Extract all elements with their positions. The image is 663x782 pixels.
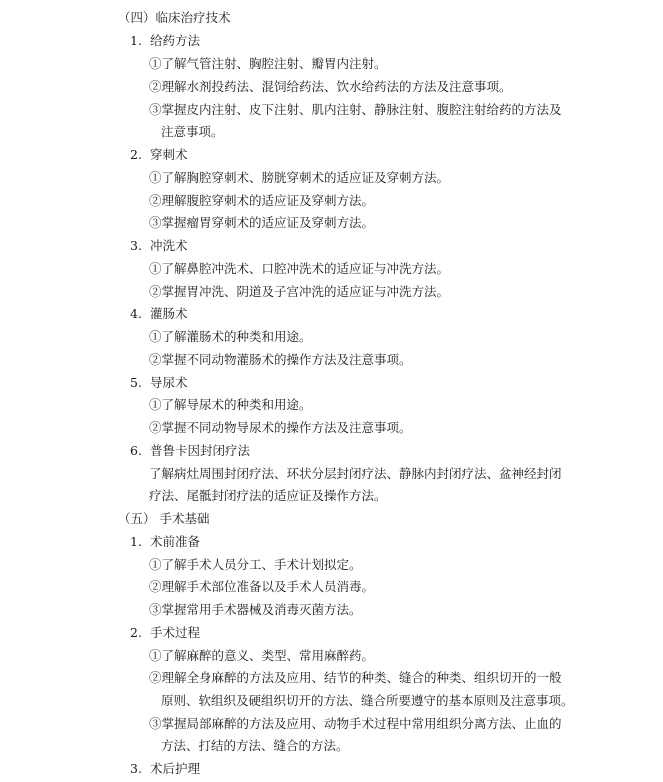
subsection-number: 2. [130,625,142,640]
list-item: ③掌握瘤胃穿刺术的适应证及穿刺方法。 [149,215,375,230]
list-item: ②理解腹腔穿刺术的适应证及穿刺方法。 [149,193,375,208]
list-item: ①了解鼻腔冲洗术、口腔冲洗术的适应证与冲洗方法。 [149,261,450,276]
list-item: ①了解导尿术的种类和用途。 [149,397,312,412]
list-item: ①了解胸腔穿刺术、膀胱穿刺术的适应证及穿刺方法。 [149,170,450,185]
subsection-heading [130,306,188,322]
list-item: ②掌握不同动物导尿术的操作方法及注意事项。 [149,420,412,435]
list-item-continuation: 原则、软组织及硬组织切开的方法、缝合所要遵守的基本原则及注意事项。 [161,693,574,708]
paragraph-line: 疗法、尾骶封闭疗法的适应证及操作方法。 [149,488,387,503]
subsection-number: 1. [130,534,142,549]
list-item: ②掌握不同动物灌肠术的操作方法及注意事项。 [149,352,412,367]
subsection-title: 手术过程 [150,625,201,640]
list-item: ①了解麻醉的意义、类型、常用麻醉药。 [149,648,375,663]
list-item: ①了解气管注射、胸腔注射、瓣胃内注射。 [149,56,387,71]
subsection-title: 灌肠术 [150,306,188,321]
subsection-number: 5. [130,375,142,390]
subsection-heading [130,238,188,254]
list-item: ③掌握局部麻醉的方法及应用、动物手术过程中常用组织分离方法、止血的 [149,716,562,731]
list-item: ③掌握皮内注射、皮下注射、肌内注射、静脉注射、腹腔注射给药的方法及 [149,102,562,117]
list-item: ②理解水剂投药法、混饲给药法、饮水给药法的方法及注意事项。 [149,79,512,94]
subsection-heading [130,534,200,550]
list-item: ②掌握胃冲洗、阴道及子宫冲洗的适应证与冲洗方法。 [149,284,450,299]
list-item-continuation: 方法、打结的方法、缝合的方法。 [161,738,349,753]
subsection-title: 穿刺术 [150,147,188,162]
subsection-heading [130,443,250,459]
subsection-number: 2. [130,147,142,162]
subsection-heading [130,147,188,163]
section-heading: （五） 手术基础 [118,511,210,526]
list-item: ③掌握常用手术器械及消毒灭菌方法。 [149,602,362,617]
list-item: ②理解手术部位准备以及手术人员消毒。 [149,579,375,594]
subsection-heading [130,761,200,777]
subsection-number: 3. [130,761,142,776]
subsection-title: 导尿术 [150,375,188,390]
subsection-heading [130,375,188,391]
subsection-title: 术后护理 [150,761,201,776]
subsection-number: 4. [130,306,142,321]
subsection-number: 6. [130,443,142,458]
subsection-heading [130,33,200,49]
subsection-title: 普鲁卡因封闭疗法 [150,443,251,458]
section-heading: （四）临床治疗技术 [118,10,231,25]
subsection-number: 1. [130,33,142,48]
list-item: ②理解全身麻醉的方法及应用、结节的种类、缝合的种类、组织切开的一般 [149,670,562,685]
subsection-heading [130,625,200,641]
list-item: ①了解手术人员分工、手术计划拟定。 [149,557,362,572]
subsection-title: 冲洗术 [150,238,188,253]
subsection-title: 术前准备 [150,534,201,549]
list-item: ①了解灌肠术的种类和用途。 [149,329,312,344]
subsection-number: 3. [130,238,142,253]
paragraph-line: 了解病灶周围封闭疗法、环状分层封闭疗法、静脉内封闭疗法、盆神经封闭 [149,466,562,481]
subsection-title: 给药方法 [150,33,201,48]
list-item-continuation: 注意事项。 [161,124,224,139]
